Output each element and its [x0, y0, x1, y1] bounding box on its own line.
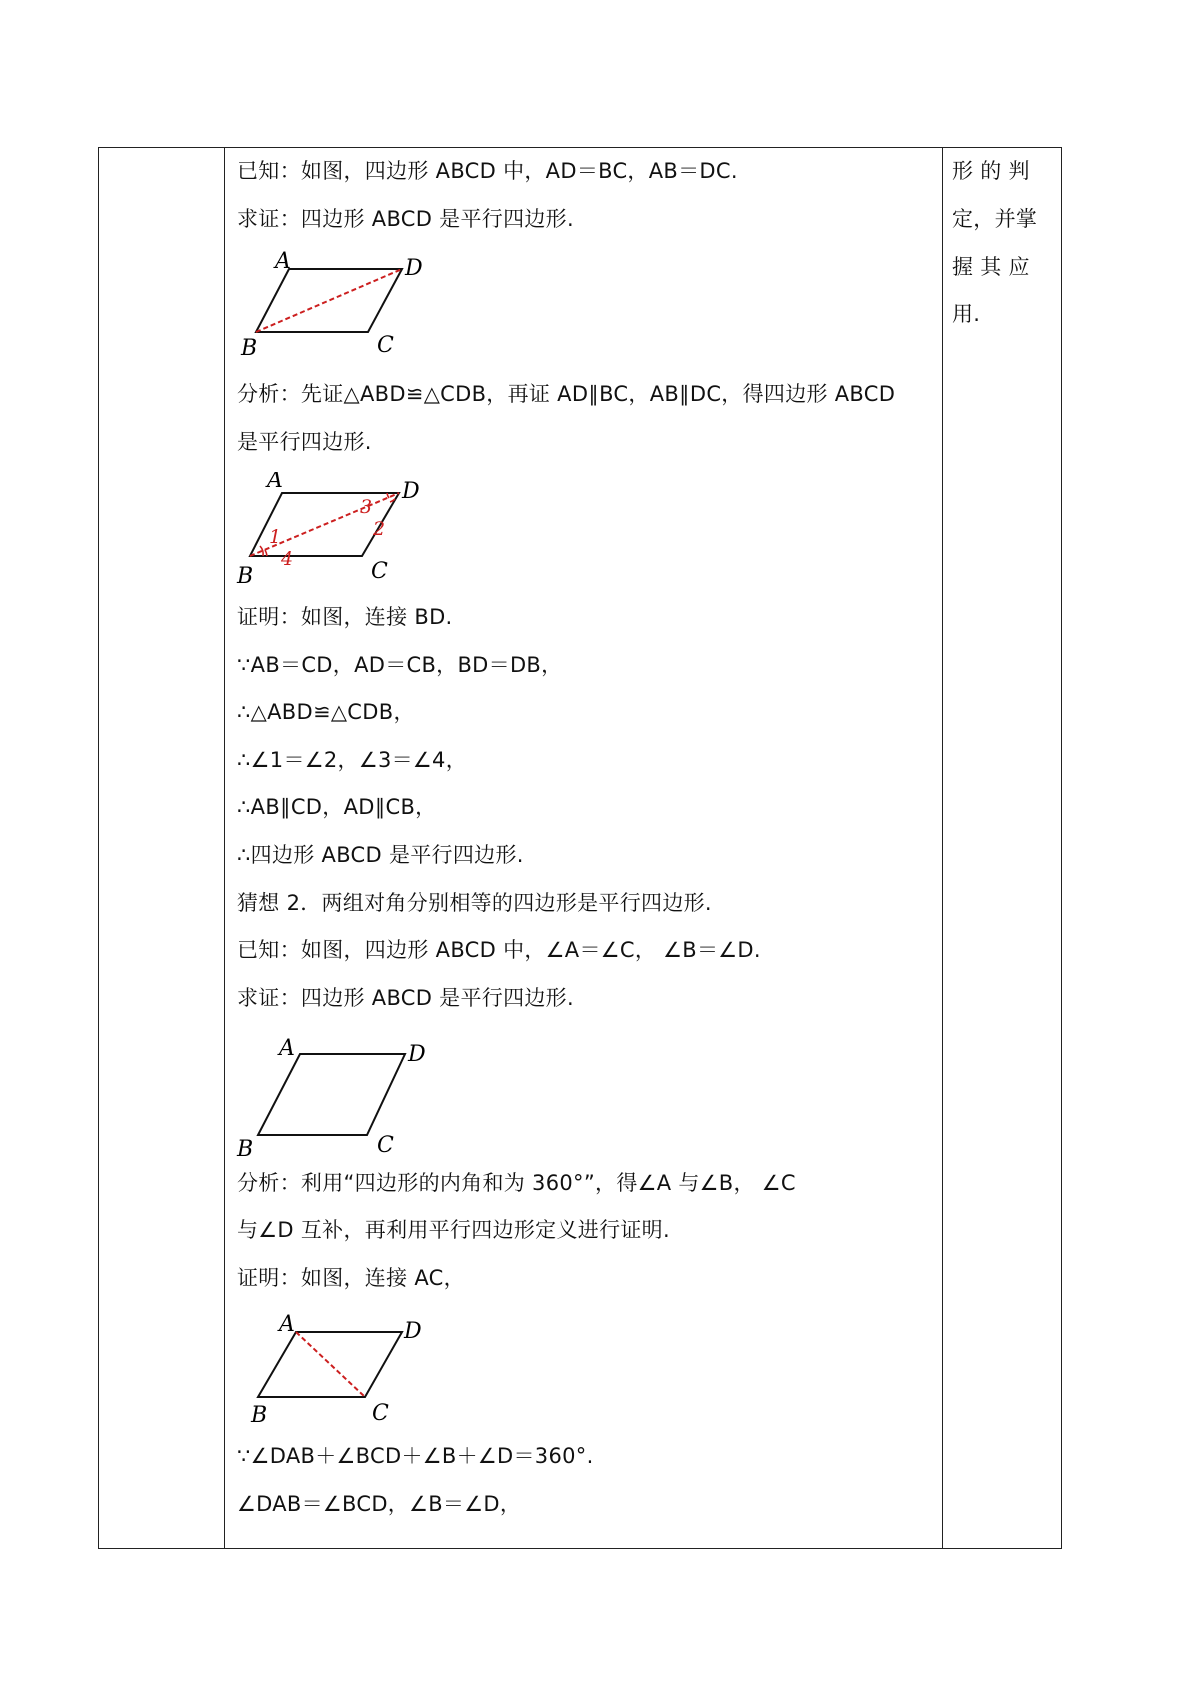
vertex-label-a: A — [279, 1036, 295, 1061]
vertex-label-c: C — [372, 1401, 389, 1426]
vertex-label-d: D — [404, 1319, 422, 1344]
prove-text: 求证：四边形 ABCD 是平行四边形. — [237, 986, 574, 1010]
vertex-label-a: A — [267, 472, 283, 493]
column-divider — [942, 148, 943, 1548]
angle-label-4: 4 — [281, 548, 294, 570]
vertex-label-a: A — [279, 1312, 295, 1337]
angle-label-3: 3 — [360, 496, 373, 518]
proof-text: 证明：如图，连接 BD. — [237, 605, 453, 629]
angle-label-1: 1 — [269, 526, 282, 548]
figure-parallelogram-plain — [227, 1027, 447, 1157]
vertex-label-d: D — [402, 479, 420, 504]
proof-text: ∴∠1＝∠2，∠3＝∠4， — [237, 748, 468, 772]
prove-text: 求证：四边形 ABCD 是平行四边形. — [237, 207, 574, 231]
proof-text: ∴AB∥CD，AD∥CB， — [237, 795, 437, 819]
vertex-label-d: D — [405, 256, 423, 281]
proof-text: ∴四边形 ABCD 是平行四边形. — [237, 843, 524, 867]
figure-parallelogram-bd — [227, 247, 447, 367]
analysis-text: 分析：利用“四边形的内角和为 360°”，得∠A 与∠B， ∠C — [237, 1171, 796, 1195]
vertex-label-b: B — [237, 1137, 254, 1157]
analysis-text: 与∠D 互补，再利用平行四边形定义进行证明. — [237, 1218, 670, 1242]
objective-text: 定，并掌 — [952, 207, 1038, 231]
given-text: 已知：如图，四边形 ABCD 中，AD＝BC，AB＝DC. — [237, 159, 738, 183]
angle-label-2: 2 — [373, 518, 386, 540]
objective-text: 握 其 应 — [952, 255, 1030, 279]
vertex-label-b: B — [251, 1403, 268, 1428]
objective-text: 用. — [952, 302, 981, 326]
vertex-label-a: A — [275, 249, 291, 274]
vertex-label-b: B — [241, 336, 258, 361]
objective-cell — [950, 147, 1054, 1547]
conjecture-text: 猜想 2．两组对角分别相等的四边形是平行四边形. — [237, 891, 712, 915]
proof-text: ∠DAB＝∠BCD，∠B＝∠D， — [237, 1492, 522, 1516]
figure-parallelogram-ac — [227, 1312, 447, 1432]
analysis-text: 分析：先证△ABD≌△CDB，再证 AD∥BC，AB∥DC，得四边形 ABCD — [237, 382, 896, 406]
vertex-label-c: C — [371, 559, 388, 584]
vertex-label-c: C — [377, 333, 394, 358]
column-divider — [224, 148, 225, 1548]
figure-parallelogram-angles — [227, 472, 447, 592]
proof-text: ∴△ABD≌△CDB， — [237, 700, 415, 724]
proof-text: ∵AB＝CD，AD＝CB，BD＝DB， — [237, 653, 563, 677]
proof-text: 证明：如图，连接 AC， — [237, 1266, 465, 1290]
vertex-label-c: C — [377, 1133, 394, 1157]
vertex-label-b: B — [237, 564, 254, 589]
objective-text: 形 的 判 — [952, 159, 1030, 183]
main-content-cell — [227, 147, 937, 1547]
analysis-text: 是平行四边形. — [237, 430, 372, 454]
proof-text: ∵∠DAB＋∠BCD＋∠B＋∠D＝360°. — [237, 1444, 594, 1468]
vertex-label-d: D — [408, 1042, 426, 1067]
given-text: 已知：如图，四边形 ABCD 中，∠A＝∠C， ∠B＝∠D. — [237, 938, 761, 962]
